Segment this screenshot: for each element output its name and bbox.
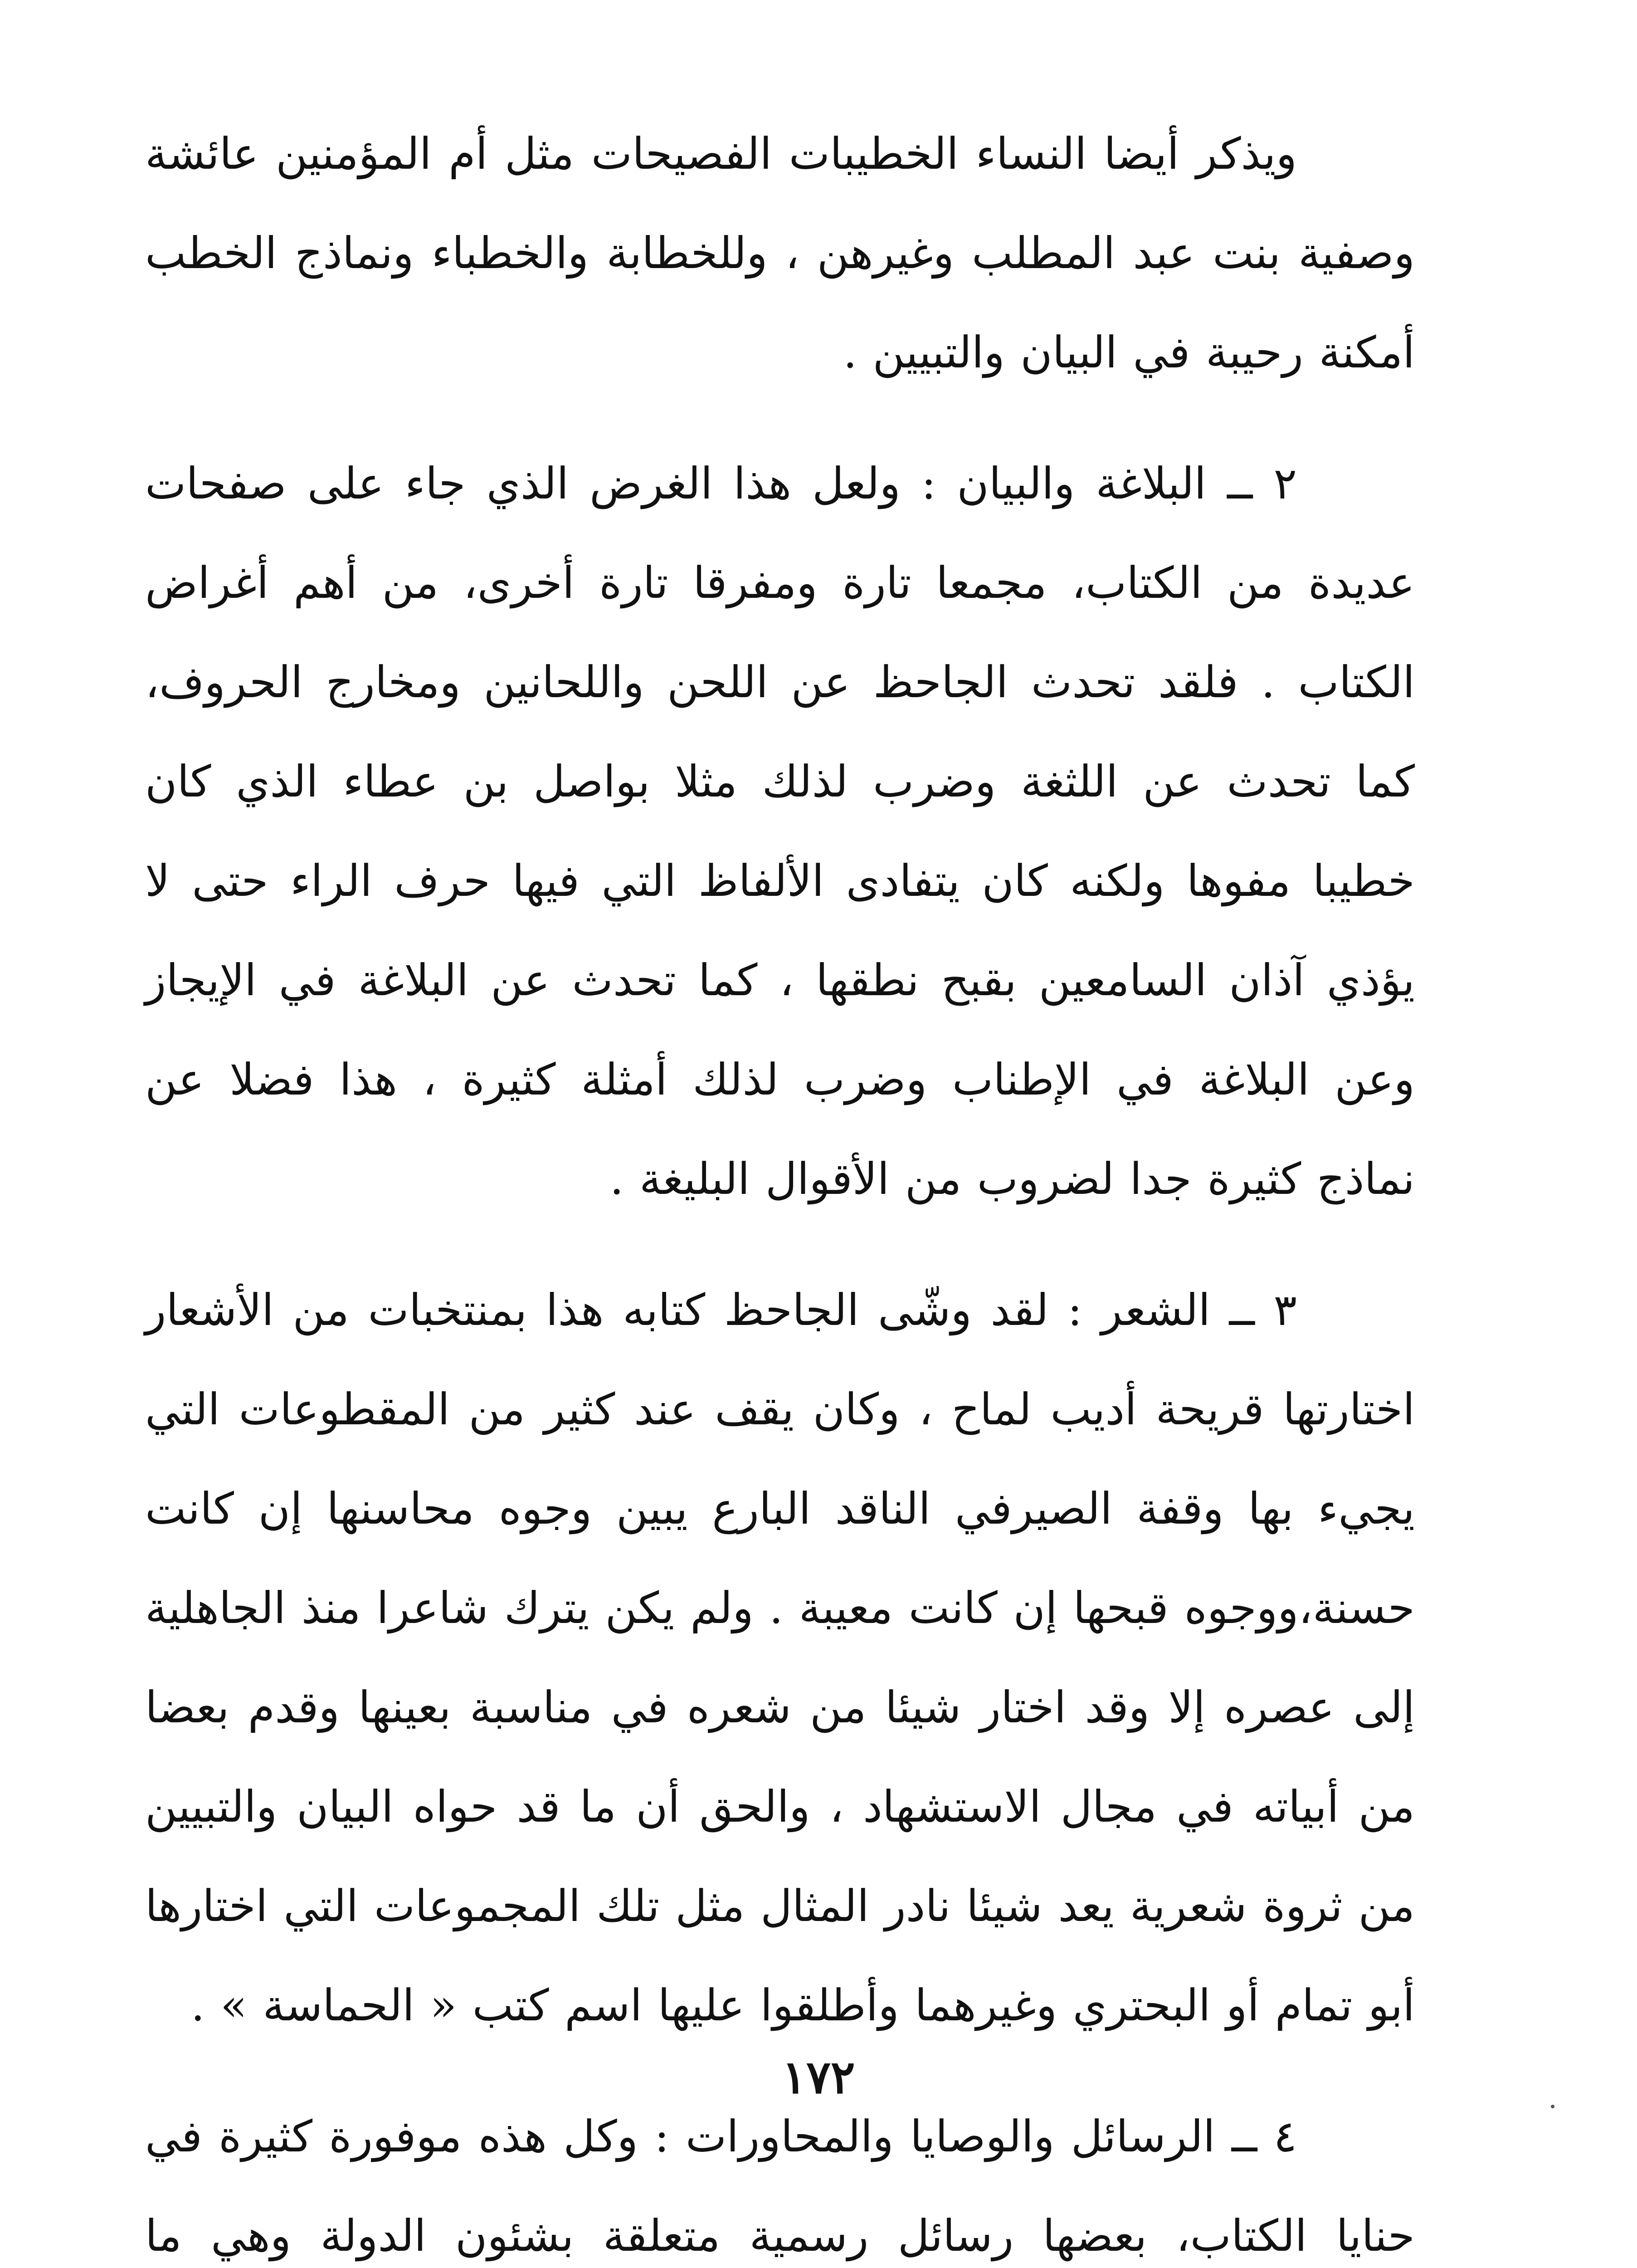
page-number: ١٧٢ xyxy=(782,2050,855,2104)
paragraph-women-orators: ويذكر أيضا النساء الخطيبات الفصيحات مثل أم المؤمنين عائشة وصفية بنت عبد المطلب وغيرهن ، وللخطابة والخطباء ونماذج الخطب أمكنة رحيبة في البيان والتبيين . xyxy=(145,128,1415,378)
paragraph-rhetoric: ٢ ــ البلاغة والبيان : ولعل هذا الغرض الذي جاء على صفحات عديدة من الكتاب، مجمعا تارة ومفرقا تارة أخرى، من أهم أغراض الكتاب . فلقد تحدث الجاحظ عن اللحن واللحانين ومخارج الحروف، كما تحدث عن اللثغة وضرب لذلك مثلا بواصل بن عطاء الذي كان خطيبا مفوها ولكنه كان يتفادى الألفاظ التي فيها حرف الراء حتى لا يؤذي آذان السامعين بقبح نطقها ، كما تحدث عن البلاغة في الإيجاز وعن البلاغة في الإطناب وضرب لذلك أمثلة كثيرة ، هذا فضلا عن نماذج كثيرة جدا لضروب من الأقوال البليغة . xyxy=(145,458,1415,1204)
paragraph-poetry: ٣ ــ الشعر : لقد وشّى الجاحظ كتابه هذا بمنتخبات من الأشعار اختارتها قريحة أديب لماح ، وكان يقف عند كثير من المقطوعات التي يجيء بها وقفة الصيرفي الناقد البارع يبين وجوه محاسنها إن كانت حسنة،ووجوه قبحها إن كانت معيبة . ولم يكن يترك شاعرا منذ الجاهلية إلى عصره إلا وقد اختار شيئا من شعره في مناسبة بعينها وقدم بعضا من أبياته في مجال الاستشهاد ، والحق أن ما قد حواه البيان والتبيين من ثروة شعرية يعد شيئا نادر المثال مثل تلك المجموعات التي اختارها أبو تمام أو البحتري وغيرهما وأطلقوا عليها اسم كتب « الحماسة » . xyxy=(145,1285,1415,2031)
paragraph-letters: ٤ ــ الرسائل والوصايا والمحاورات : وكل هذه موفورة كثيرة في حنايا الكتاب، بعضها رسائل رسمية متعلقة بشئون الدولة وهي ما xyxy=(145,2111,1415,2261)
body-text xyxy=(145,104,1415,2268)
scan-speck xyxy=(1551,2105,1554,2108)
